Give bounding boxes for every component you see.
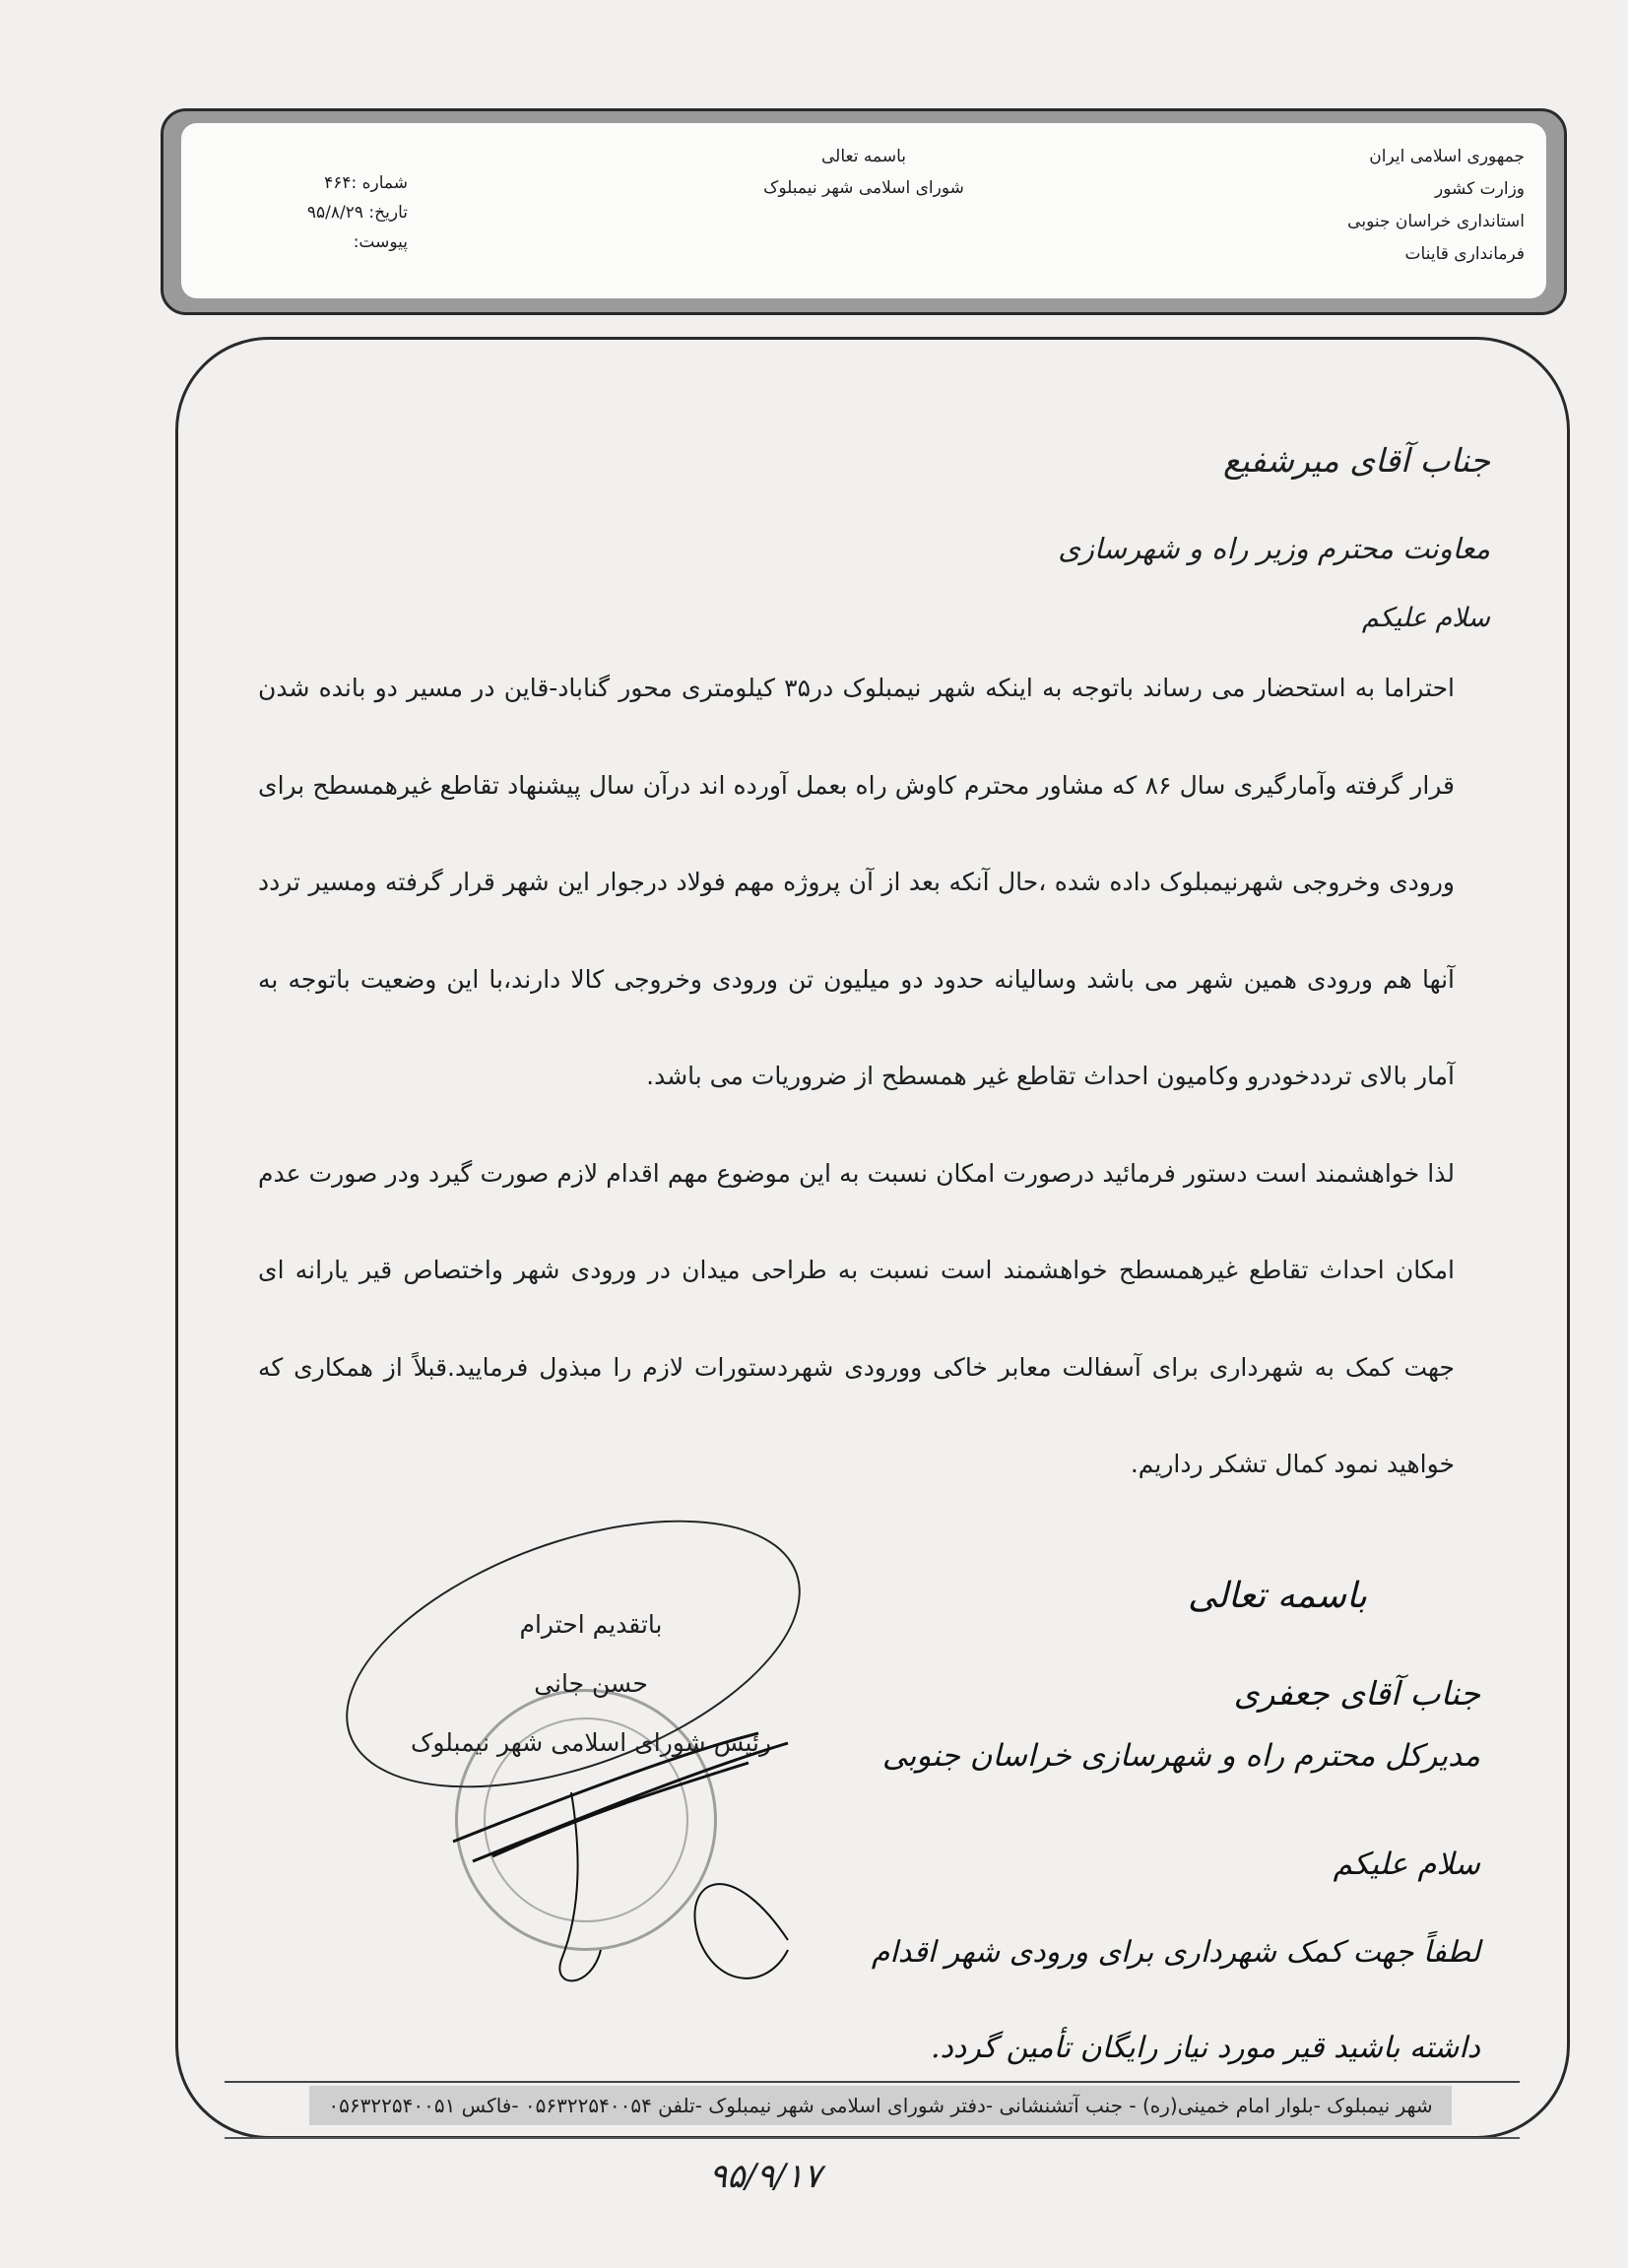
issuer-line: فرمانداری قاینات (1404, 244, 1525, 264)
addressee-title: معاونت محترم وزیر راه و شهرسازی (1058, 532, 1490, 565)
letterhead-inner (181, 123, 1546, 298)
note-instruction: داشته باشید قیر مورد نیاز رایگان تأمین گردد. (931, 2031, 1480, 2065)
note-addressee-title: مدیرکل محترم راه و شهرسازی خراسان جنوبی (881, 1738, 1480, 1774)
letterhead-box (161, 108, 1567, 315)
letter-body (258, 640, 1455, 1514)
issuer-line: جمهوری اسلامی ایران (1369, 147, 1525, 166)
issuer-line: استانداری خراسان جنوبی (1347, 212, 1525, 231)
signer-title: رئیس شورای اسلامی شهر نیمبلوک (410, 1728, 772, 1757)
note-addressee: جناب آقای جعفری (1233, 1674, 1480, 1713)
footer-address: شهر نیمبلوک -بلوار امام خمینی(ره) - جنب آتشنشانی -دفتر شورای اسلامی شهر نیمبلوک -تلفن ۰۵۶۳۲۲۵۴۰۰۵۴ -فاکس ۰۵۶۳۲۲۵۴۰۰۵۱ (309, 2086, 1452, 2125)
handwritten-date: ۹۵/۹/۱۷ (709, 2157, 822, 2196)
signer-name: حسن جانی (534, 1669, 648, 1698)
letter-number: شماره :۴۶۴ (324, 173, 408, 193)
reference-block (240, 168, 408, 257)
letter-attachment: پیوست: (353, 232, 408, 252)
note-greeting: سلام علیکم (1333, 1847, 1480, 1882)
addressee: جناب آقای میرشفیع (1223, 441, 1490, 480)
issuer-line: وزارت کشور (1434, 179, 1525, 199)
body-paragraph: لذا خواهشمند است دستور فرمائید درصورت امکان نسبت به این موضوع مهم اقدام لازم صورت گیرد ودر صورت عدم امکان احداث تقاطع غیرهمسطح خواهشمند است نسبت به طراحی میدان در ورودی شهر واختصاص قیر یارانه ای جهت کمک به شهرداری برای آسفالت معابر خاکی وورودی شهردستورات لازم را مبذول فرمایید.قبلاً از همکاری که خواهید نمود کمال تشکر رداریم. (258, 1158, 1455, 1478)
bottom-rule (225, 2137, 1520, 2139)
invocation: باسمه تعالی (821, 147, 906, 166)
letter-date: تاریخ: ۹۵/۸/۲۹ (306, 203, 408, 223)
body-paragraph: احتراما به استحضار می رساند باتوجه به اینکه شهر نیمبلوک در۳۵ کیلومتری محور گناباد-قاین در مسیر دو بانده شدن قرار گرفته وآمارگیری سال ۸۶ که مشاور محترم کاوش راه بعمل آورده اند درآن سال پیشنهاد تقاطع غیرهمسطح برای ورودی وخروجی شهرنیمبلوک داده شده ،حال آنکه بعد از آن پروژه مهم فولاد درجوار این شهر قرار گرفته ومسیر تردد آنها هم ورودی همین شهر می باشد وسالیانه حدود دو میلیون تن ورودی وخروجی کالا دارند،با این وضعیت باتوجه به آمار بالای ترددخودرو وکامیون احداث تقاطع غیر همسطح از ضروریات می باشد. (258, 674, 1456, 1090)
footer-rule (225, 2081, 1520, 2083)
greeting: سلام علیکم (1361, 603, 1490, 633)
note-instruction: لطفاً جهت کمک شهرداری برای ورودی شهر اقدام (871, 1935, 1480, 1970)
note-invocation: باسمه تعالی (1187, 1576, 1367, 1616)
council-name: شورای اسلامی شهر نیمبلوک (763, 178, 964, 198)
closing: باتقدیم احترام (519, 1610, 663, 1639)
